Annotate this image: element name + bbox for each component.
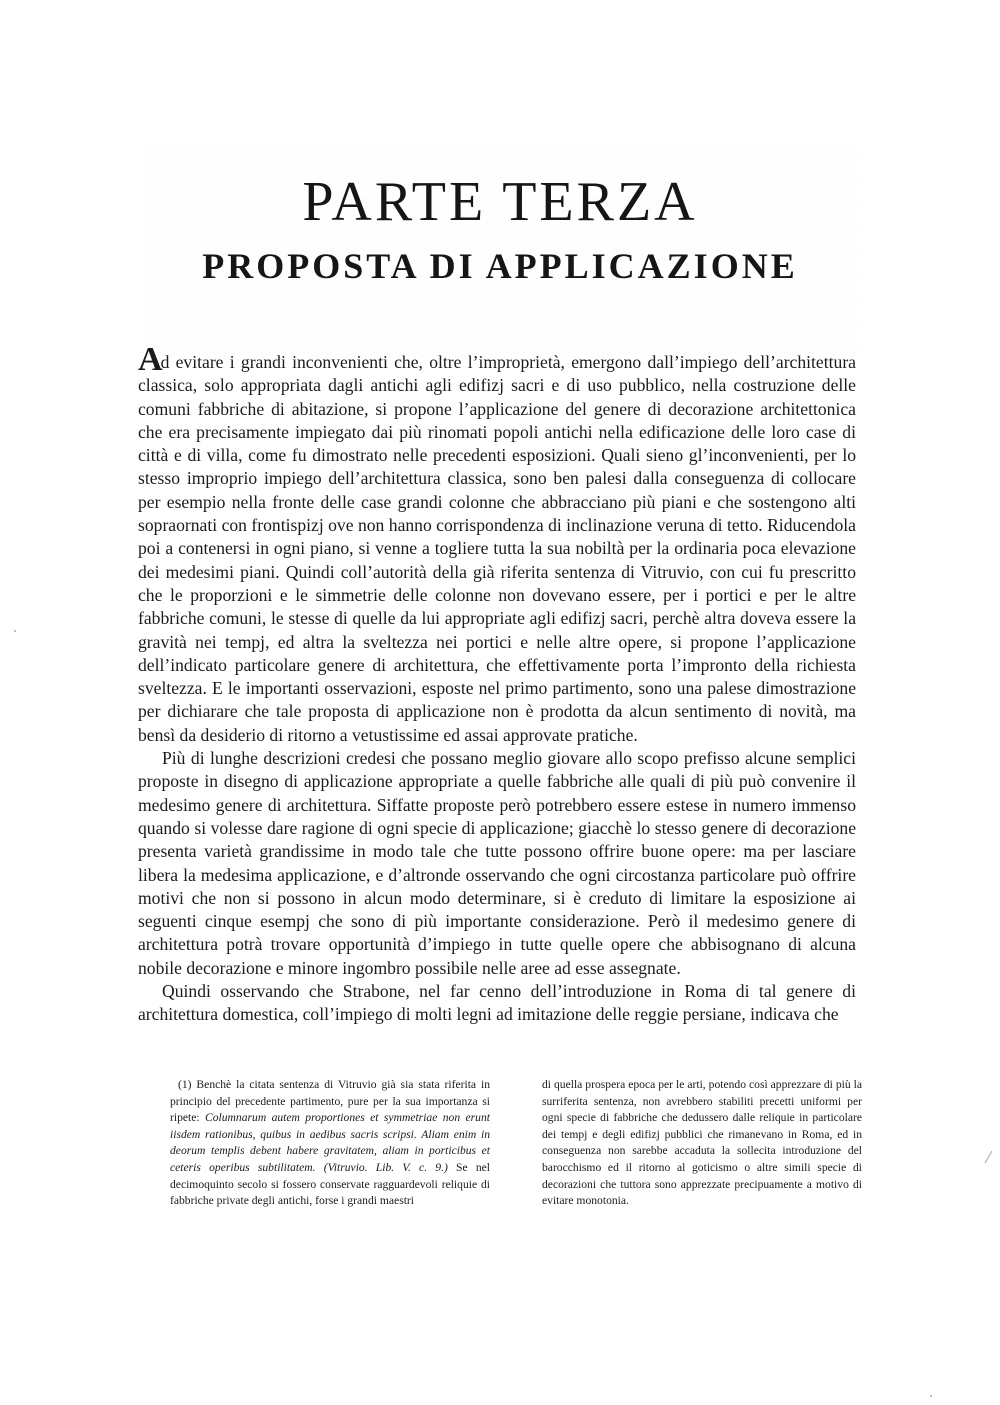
paragraph-3: Quindi osservando che Strabone, nel far cenno dell’introduzione in Roma di tal genere di architettura domestica, coll’impiego di molti legni ad imitazione delle reggie persiane, indicava che <box>138 981 856 1025</box>
paragraph-2: Più di lunghe descrizioni credesi che possano meglio giovare allo scopo prefisso alcune semplici proposte in disegno di applicazione appropriate a quelle fabbriche alle quali di più può convenire il medesimo genere di architettura. Siffatte proposte però potrebbero essere estese in numero immenso quando si volesse dare ragione di ogni specie di applicazione; giacchè lo stesso genere di decorazione presenta varietà grandissime in modo tale che tutte possono offrire buone opere: ma per lasciare libera la medesima applicazione, e d’altronde osservando che ogni circostanza particolare può offrire motivi che non si possono in alcun modo determinare, si è creduto di limitare la esposizione ai seguenti cinque esempj che sono di più importante considerazione. Però il medesimo genere di architettura potrà trovare opportunità d’impiego in tutte quelle opere che abbisognano di alcuna nobile decorazione e minore ingombro possibile nelle aree ad esse assegnate. <box>138 748 856 978</box>
footnote-latin-quote: Columnarum autem proportiones et symmetriae non erunt iisdem rationibus, quibus in aedibus sacris scripsi. Aliam enim in deorum templis debent habere gravitatem, aliam in porticibus et ceteris operibus subtilitatem. (Vitruvio. Lib. V. c. 9.) <box>170 1111 490 1174</box>
paper-speck <box>14 630 16 632</box>
paper-mark <box>985 1151 993 1164</box>
paper-speck <box>930 1395 932 1397</box>
footnote-left-intro: (1) Benchè la citata sentenza di Vitruvio già sia stata riferita in principio del precedente partimento, pure per la sua importanza si ripete: <box>170 1078 490 1125</box>
drop-cap: A <box>138 341 161 378</box>
paragraph-1-text: d evitare i grandi inconvenienti che, oltre l’improprietà, emergono dall’impiego dell’architettura classica, solo appropriata dagli antichi agli edifizj sacri e di uso pubblico, nella costruzione delle comuni fabbriche di abitazione, si propone l’applicazione del genere di decorazione architettonica che era precisamente impiegato dai più rinomati popoli antichi nella edificazione delle loro case di città e di villa, come fu dimostrato nelle precedenti esposizioni. Quali sieno gl’inconvenienti, per lo stesso improprio impiego dell’architettura classica, sono ben palesi dalla conseguenza di collocare per esempio nella fronte delle case grandi colonne che abbracciano più piani e che sostengono alti sopraornati con frontispizj ove non hanno corrispondenza di inclinazione veruna di tetto. Riducendola poi a contenersi in ogni piano, si venne a togliere tutta la sua nobiltà per la ordinaria poca elevazione dei medesimi piani. Quindi coll’autorità della già riferita sentenza di Vitruvio, con cui fu prescritto che le proporzioni e le simmetrie delle colonne non dovevano essere, per i portici e per le altre fabbriche comuni, le stesse di quelle da lui appropriate agli edifizj sacri, perchè altra doveva essere la gravità nei tempj, ed altra la sveltezza nei portici e nelle altre opere, si propone l’applicazione dell’indicato particolare genere di architettura, che effettivamente porta l’impronto della richiesta sveltezza. E le importanti osservazioni, esposte nel primo partimento, sono una palese dimostrazione per dichiarare che tale proposta di applicazione non è prodotta da alcun sentimento di novità, ma bensì da desiderio di ritorno a vetustissime ed assai approvate pratiche. <box>138 352 856 745</box>
footnote-right-column: di quella prospera epoca per le arti, potendo così apprezzare di più la surriferita sentenza, non avrebbero stabiliti precetti uniformi per ogni specie di fabbriche che dedussero dalle reliquie in particolare dei tempj e degli edifizj pubblici che rimanevano in Roma, ed in conseguenza non sarebbe accaduta la sollecita introduzione del barocchismo ed il ritorno al goticismo o altre simili specie di decorazioni che tuttora sono apprezzate precipuamente a motivo di evitare monotonia. <box>542 1078 862 1208</box>
footnote-left-column <box>170 1077 490 1210</box>
section-subtitle: PROPOSTA DI APPLICAZIONE <box>202 246 798 286</box>
footnote-left-continuation: Se nel decimoquinto secolo si fossero conservate ragguardevoli reliquie di fabbriche private degli antichi, forse i grandi maestri <box>170 1160 490 1208</box>
section-title: PARTE TERZA <box>302 171 698 233</box>
main-text <box>138 341 856 1027</box>
paragraph-1 <box>138 341 856 747</box>
footnotes <box>170 1077 862 1210</box>
